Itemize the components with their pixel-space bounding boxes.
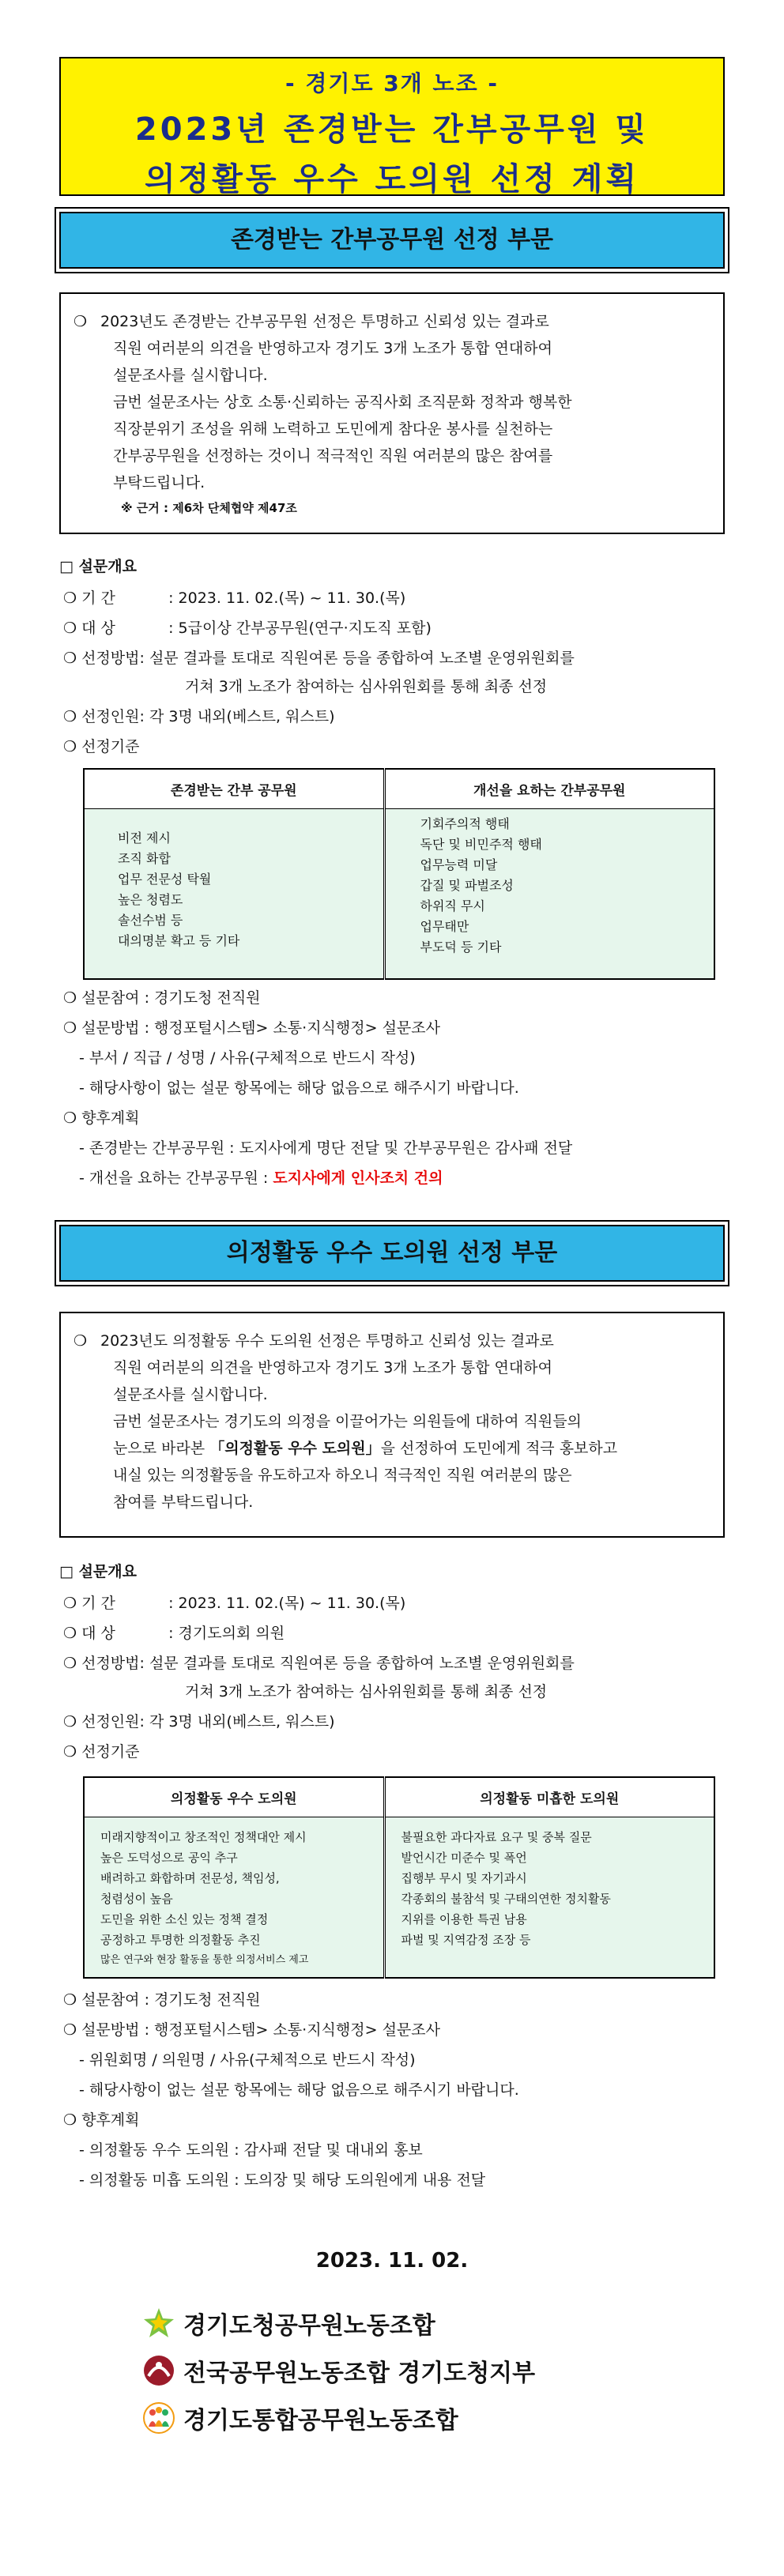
section2-follow-label: ❍ 향후계획 (63, 2111, 140, 2129)
title-line-2: 2023년 존경받는 간부공무원 및 (134, 111, 650, 148)
list-item: 갑질 및 파벌조성 (420, 877, 514, 893)
section1-survey-method: ❍ 설문방법 : 행정포털시스템> 소통·지식행정> 설문조사 (63, 1019, 440, 1037)
section1-sub2: - 해당사항이 없는 설문 항목에는 해당 없음으로 해주시기 바랍니다. (79, 1079, 519, 1097)
list-item: 발언시간 미준수 및 폭언 (401, 1850, 527, 1865)
legal-basis-note: ※ 근거 : 제6차 단체협약 제47조 (121, 501, 297, 515)
section1-overview-heading: □ 설문개요 (59, 558, 137, 575)
list-item: 독단 및 비민주적 행태 (420, 836, 542, 852)
intro-line: 금번 설문조사는 상호 소통·신뢰하는 공직사회 조직문화 정착과 행복한 (113, 394, 572, 411)
criteria-list (85, 809, 383, 978)
org-name: 경기도통합공무원노동조합 (183, 2407, 458, 2435)
org-1 (142, 2306, 435, 2341)
section1-method-cont: 거쳐 3개 노조가 참여하는 심사위원회를 통해 최종 선정 (185, 678, 548, 695)
section2-intro-box (59, 1312, 725, 1538)
bullet-icon: ❍ (63, 589, 77, 607)
intro-line: 2023년도 존경받는 간부공무원 선정은 투명하고 신뢰성 있는 결과로 (100, 313, 549, 330)
bullet-icon: ❍ (63, 1655, 77, 1672)
section2-criteria-label: ❍ 선정기준 (63, 1743, 140, 1761)
bullet-icon: ❍ (63, 1713, 77, 1731)
list-item: 높은 도덕성으로 공익 추구 (100, 1850, 238, 1865)
bullet-icon: ❍ (63, 738, 77, 755)
intro-line: 설문조사를 실시합니다. (113, 1386, 268, 1403)
section2-sub2: - 해당사항이 없는 설문 항목에는 해당 없음으로 해주시기 바랍니다. (79, 2081, 519, 2099)
list-item: 집행부 무시 및 자기과시 (401, 1870, 527, 1885)
union-logo-icon (142, 2354, 175, 2387)
list-item: 도민을 위한 소신 있는 정책 결정 (100, 1911, 269, 1926)
list-item: 부도덕 등 기타 (420, 939, 502, 955)
square-icon: □ (59, 1563, 74, 1580)
list-item: 지위를 이용한 특권 남용 (401, 1911, 527, 1926)
list-item: 파벌 및 지역감정 조장 등 (401, 1932, 531, 1947)
follow2-highlight: 도지사에게 인사조치 건의 (273, 1169, 443, 1187)
list-item: 업무 전문성 탁월 (118, 871, 212, 887)
section1-banner: 존경받는 간부공무원 선정 부문 (59, 212, 725, 269)
intro-line: 금번 설문조사는 경기도의 의정을 이끌어가는 의원들에 대하여 직원들의 (113, 1413, 582, 1430)
criteria-header: 개선을 요하는 간부공무원 (384, 769, 714, 808)
list-item: 많은 연구와 현장 활동을 통한 의정서비스 제고 (100, 1953, 309, 1966)
list-item: 각종회의 불참석 및 구태의연한 정치활동 (401, 1891, 611, 1906)
bullet-icon: ❍ (63, 1625, 77, 1642)
list-item: 배려하고 화합하며 전문성, 책임성, (100, 1870, 280, 1885)
section1-criteria-table (83, 768, 715, 980)
bullet-icon: ❍ (63, 1109, 77, 1127)
section1-target: ❍ 대 상 : 5급이상 간부공무원(연구·지도직 포함) (63, 620, 432, 637)
org-3 (142, 2401, 458, 2435)
list-item: 대의명분 확고 등 기타 (118, 932, 240, 948)
section1-method: ❍ 선정방법: 설문 결과를 토대로 직원여론 등을 종합하여 노조별 운영위원회를 (63, 650, 575, 667)
criteria-list (386, 1817, 714, 1977)
section2-target: ❍ 대 상 : 경기도의회 의원 (63, 1625, 285, 1642)
criteria-header: 존경받는 간부 공무원 (84, 769, 384, 808)
section2-overview-heading: □ 설문개요 (59, 1563, 137, 1580)
section1-count: ❍ 선정인원: 각 3명 내외(베스트, 워스트) (63, 708, 335, 725)
section1-sub1: - 부서 / 직급 / 성명 / 사유(구체적으로 반드시 작성) (79, 1049, 416, 1067)
list-item: 하위직 무시 (420, 898, 485, 913)
section1-follow-label: ❍ 향후계획 (63, 1109, 140, 1127)
list-item: 솔선수범 등 (118, 912, 183, 928)
section2-period: ❍ 기 간 : 2023. 11. 02.(목) ~ 11. 30.(목) (63, 1595, 406, 1612)
list-item: 비전 제시 (118, 830, 171, 845)
section2-follow2: - 의정활동 미흡 도의원 : 도의장 및 해당 도의원에게 내용 전달 (79, 2171, 486, 2189)
section2-criteria-table (83, 1776, 715, 1979)
section1-intro-box (59, 292, 725, 534)
highlight-title: 「의정활동 우수 도의원」 (209, 1440, 381, 1457)
intro-line: 눈으로 바라본 「의정활동 우수 도의원」을 선정하여 도민에게 적극 홍보하고 (113, 1440, 618, 1457)
section2-follow1: - 의정활동 우수 도의원 : 감사패 전달 및 대내외 홍보 (79, 2141, 423, 2159)
org-2 (142, 2353, 535, 2388)
intro-line: 참여를 부탁드립니다. (113, 1493, 254, 1511)
list-item: 기회주의적 행태 (420, 815, 510, 831)
criteria-header: 의정활동 미흡한 도의원 (384, 1777, 714, 1817)
intro-line: 직장분위기 조성을 위해 노력하고 도민에게 참다운 봉사를 실천하는 (113, 420, 553, 438)
bullet-icon: ❍ (63, 708, 77, 725)
org-name: 전국공무원노동조합 경기도청지부 (183, 2359, 536, 2387)
section1-period: ❍ 기 간 : 2023. 11. 02.(목) ~ 11. 30.(목) (63, 589, 406, 607)
bullet-icon: ❍ (63, 1743, 77, 1761)
bullet-icon: ❍ (63, 650, 77, 667)
bullet-icon: ❍ (63, 620, 77, 637)
square-icon: □ (59, 558, 74, 575)
list-item: 업무능력 미달 (420, 857, 498, 872)
section2-method-cont: 거쳐 3개 노조가 참여하는 심사위원회를 통해 최종 선정 (185, 1683, 548, 1700)
intro-line: 부탁드립니다. (113, 474, 205, 491)
list-item: 불필요한 과다자료 요구 및 중복 질문 (401, 1829, 592, 1844)
section1-follow2: - 개선을 요하는 간부공무원 : 도지사에게 인사조치 건의 (79, 1169, 443, 1187)
intro-line: 직원 여러분의 의견을 반영하고자 경기도 3개 노조가 통합 연대하여 (113, 1359, 552, 1377)
intro-line: 내실 있는 의정활동을 유도하고자 하오니 적극적인 직원 여러분의 많은 (113, 1467, 572, 1484)
section1-follow1: - 존경받는 간부공무원 : 도지사에게 명단 전달 및 간부공무원은 감사패 전달 (79, 1139, 573, 1157)
section2-sub1: - 위원회명 / 의원명 / 사유(구체적으로 반드시 작성) (79, 2051, 416, 2069)
list-item: 청렴성이 높음 (100, 1891, 173, 1906)
intro-line: 간부공무원을 선정하는 것이니 적극적인 직원 여러분의 많은 참여를 (113, 447, 553, 465)
intro-line: 2023년도 의정활동 우수 도의원 선정은 투명하고 신뢰성 있는 결과로 (100, 1332, 554, 1350)
criteria-list (386, 809, 714, 978)
section2-survey-method: ❍ 설문방법 : 행정포털시스템> 소통·지식행정> 설문조사 (63, 2021, 440, 2039)
document-title-box (59, 57, 725, 196)
criteria-list (85, 1817, 383, 1977)
section2-count: ❍ 선정인원: 각 3명 내외(베스트, 워스트) (63, 1713, 335, 1731)
bullet-icon: ❍ (74, 313, 88, 330)
org-name: 경기도청공무원노동조합 (183, 2312, 435, 2340)
people-logo-icon (142, 2401, 175, 2435)
bullet-icon: ❍ (63, 989, 77, 1007)
list-item: 업무태만 (420, 918, 469, 934)
list-item: 미래지향적이고 창조적인 정책대안 제시 (100, 1829, 307, 1844)
intro-line: 직원 여러분의 의견을 반영하고자 경기도 3개 노조가 통합 연대하여 (113, 340, 552, 357)
intro-line: 설문조사를 실시합니다. (113, 367, 268, 384)
star-logo-icon (142, 2307, 175, 2340)
title-line-3: 의정활동 우수 도의원 선정 계획 (144, 161, 640, 198)
bullet-icon: ❍ (74, 1332, 88, 1350)
section1-participants: ❍ 설문참여 : 경기도청 전직원 (63, 989, 261, 1007)
bullet-icon: ❍ (63, 2111, 77, 2129)
bullet-icon: ❍ (63, 1019, 77, 1037)
title-line-1: - 경기도 3개 노조 - (285, 70, 499, 96)
section2-method: ❍ 선정방법: 설문 결과를 토대로 직원여론 등을 종합하여 노조별 운영위원회를 (63, 1655, 575, 1672)
section2-participants: ❍ 설문참여 : 경기도청 전직원 (63, 1991, 261, 2009)
bullet-icon: ❍ (63, 1991, 77, 2009)
list-item: 공정하고 투명한 의정활동 추진 (100, 1932, 261, 1947)
section2-banner: 의정활동 우수 도의원 선정 부문 (59, 1225, 725, 1282)
bullet-icon: ❍ (63, 2021, 77, 2039)
bullet-icon: ❍ (63, 1595, 77, 1612)
criteria-header: 의정활동 우수 도의원 (84, 1777, 384, 1817)
list-item: 높은 청렴도 (118, 891, 183, 907)
list-item: 조직 화합 (118, 850, 171, 866)
section1-criteria-label: ❍ 선정기준 (63, 738, 140, 755)
document-date: 2023. 11. 02. (315, 2249, 469, 2273)
